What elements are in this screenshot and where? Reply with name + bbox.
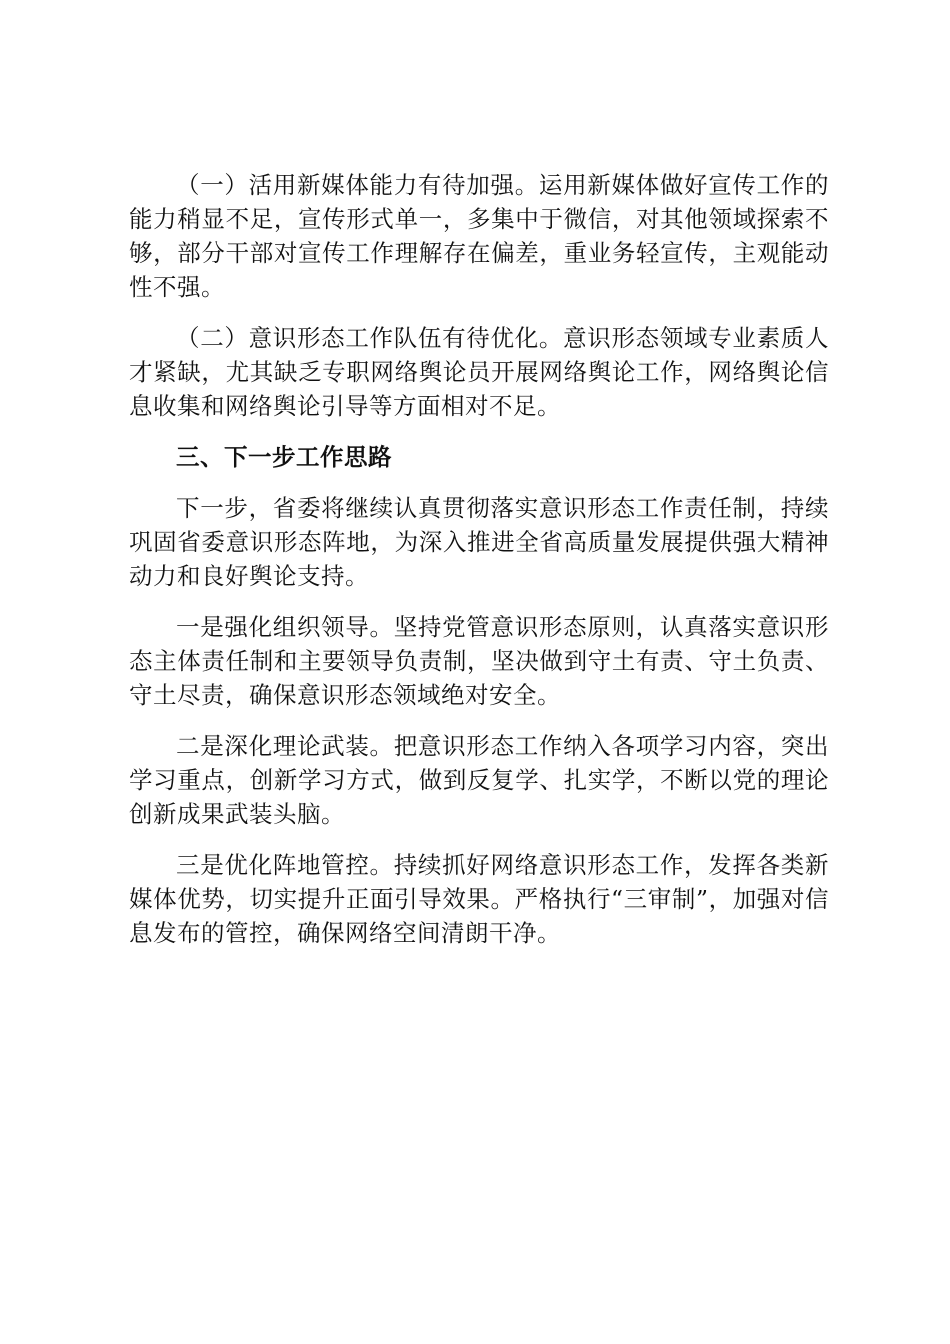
paragraph-theory: 二是深化理论武装。把意识形态工作纳入各项学习内容，突出学习重点，创新学习方式，做到反复学、扎实学，不断以党的理论创新成果武装头脑。	[129, 732, 829, 828]
paragraph-team-optimization: （二）意识形态工作队伍有待优化。意识形态领域专业素质人才紧缺，尤其缺乏专职网络舆论员开展网络舆论工作，网络舆论信息收集和网络舆论引导等方面相对不足。	[129, 324, 829, 420]
paragraph-position-control: 三是优化阵地管控。持续抓好网络意识形态工作，发挥各类新媒体优势，切实提升正面引导效果。严格执行“三审制”，加强对信息发布的管控，确保网络空间清朗干净。	[129, 851, 829, 947]
paragraph-leadership: 一是强化组织领导。坚持党管意识形态原则，认真落实意识形态主体责任制和主要领导负责制，坚决做到守土有责、守土负责、守土尽责，确保意识形态领域绝对安全。	[129, 613, 829, 709]
paragraph-media-capacity: （一）活用新媒体能力有待加强。运用新媒体做好宣传工作的能力稍显不足，宣传形式单一，多集中于微信，对其他领域探索不够，部分干部对宣传工作理解存在偏差，重业务轻宣传，主观能动性不强。	[129, 171, 829, 301]
document-body	[129, 168, 829, 967]
section-heading: 三、下一步工作思路	[176, 443, 392, 471]
paragraph-next-steps: 下一步，省委将继续认真贯彻落实意识形态工作责任制，持续巩固省委意识形态阵地，为深入推进全省高质量发展提供强大精神动力和良好舆论支持。	[129, 494, 829, 590]
